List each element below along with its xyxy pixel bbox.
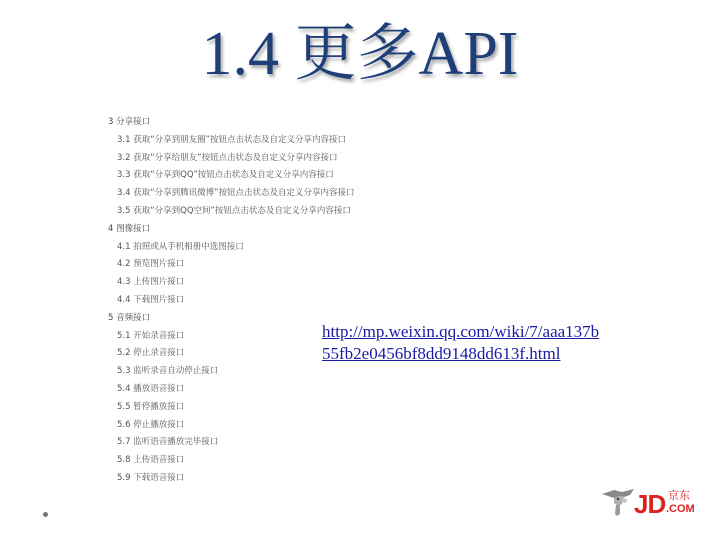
api-toc-list [108,114,408,488]
toc-item: 5.5 暂停播放接口 [117,401,185,412]
bullet-dot [43,512,48,517]
toc-item: 5.2 停止录音接口 [117,348,185,359]
toc-item: 4 图像接口 [108,223,151,234]
toc-item: 4.1 拍照或从手机相册中选图接口 [117,241,244,252]
toc-item: 5.1 开始录音接口 [117,330,185,341]
jd-logo [600,486,700,520]
toc-item: 3.4 获取“分享到腾讯微博”按钮点击状态及自定义分享内容接口 [117,188,355,199]
toc-item: 5.9 下载语音接口 [117,472,185,483]
toc-item: 3.2 获取“分享给朋友”按钮点击状态及自定义分享内容接口 [117,152,338,163]
slide-title: 1.4 更多API [201,20,519,88]
toc-item: 5.6 停止播放接口 [117,419,185,430]
toc-item: 4.2 预览图片接口 [117,259,185,270]
toc-item: 3.5 获取“分享到QQ空间”按钮点击状态及自定义分享内容接口 [117,205,351,216]
toc-item: 5.3 监听录音自动停止接口 [117,366,219,377]
toc-item: 3.1 获取“分享到朋友圈”按钮点击状态及自定义分享内容接口 [117,134,347,145]
toc-item: 5 音频接口 [108,312,151,323]
toc-item: 4.4 下载图片接口 [117,294,185,305]
logo-cn-text: 京东 [668,489,690,502]
toc-item: 4.3 上传图片接口 [117,277,185,288]
wiki-link[interactable]: http://mp.weixin.qq.com/wiki/7/aaa137b55fb2e0456bf8dd9148dd613f.html [322,322,600,363]
toc-item: 5.4 播放语音接口 [117,383,185,394]
toc-item: 3.3 获取“分享到QQ”按钮点击状态及自定义分享内容接口 [117,170,334,181]
jd-dog-icon [600,486,638,518]
toc-item: 5.7 监听语音播放完毕接口 [117,437,219,448]
toc-item: 5.8 上传语音接口 [117,455,185,466]
logo-brand: JD [634,489,666,519]
toc-item: 3 分享接口 [108,117,151,127]
logo-domain: .COM [666,503,695,515]
